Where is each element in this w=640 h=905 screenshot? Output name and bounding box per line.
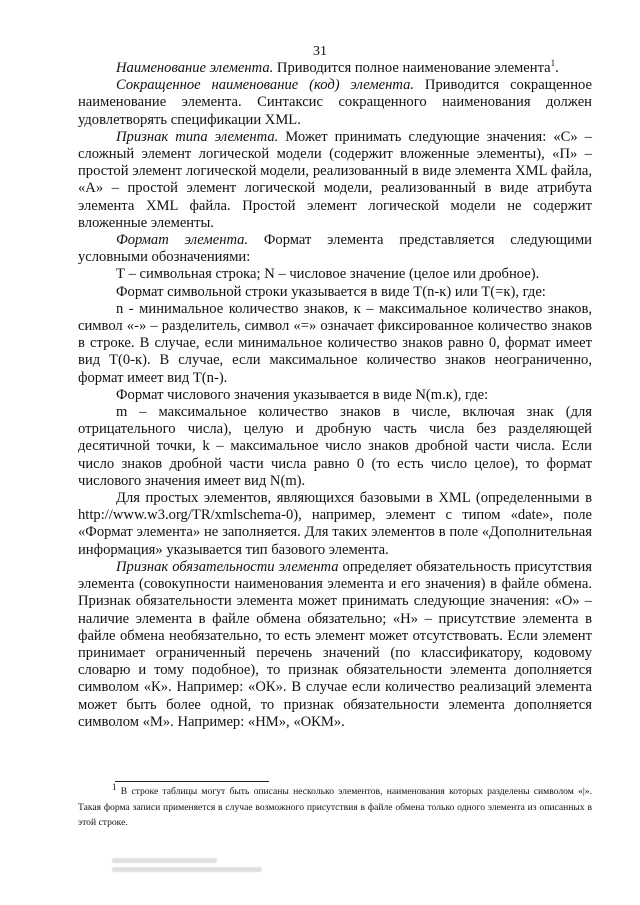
paragraph-text: определяет обязательность присутствия элемента (совокупности наименования элемента и его значения) в файле обмена. Признак обязательности элемента может принимать следующие значения: «О» – наличие элемента в файле обмена обязательно; «Н» – присутствие элемента в файле обмена необязательно, то есть элемент может отсутствовать. Если элемент принимает ограниченный перечень значений (по классификатору, кодовому словарю и тому подобное), то признак обязательности элемента дополняется символом «К». Например: «ОК». В случае если количество реализаций элемента может быть более одной, то признак обязательности элемента дополняется символом «М». Например: «НМ», «ОКМ». xyxy=(78,558,592,730)
paragraph-required-flag xyxy=(78,559,592,731)
footnote-reference: 1 xyxy=(550,58,556,69)
term-required-flag: Признак обязательности элемента xyxy=(116,558,339,575)
paragraph-format-symbols: Т – символьная строка; N – числовое значение (целое или дробное). xyxy=(116,266,540,283)
term-short-name: Сокращенное наименование (код) элемента. xyxy=(116,77,415,94)
paragraph-text: Приводится сокращенное наименование элемента. Синтаксис сокращенного наименования должен удовлетворять спецификации XML. xyxy=(78,77,592,128)
term-element-format: Формат элемента. xyxy=(116,232,249,249)
paragraph-string-format: Формат символьной строки указывается в виде Т(n-к) или Т(=к), где: xyxy=(116,283,546,300)
paragraph-number-format-details: m – максимальное количество знаков в числе, включая знак (для отрицательного числа), целую и дробную часть числа без разделяющей десятичной точки, k – максимальное число знаков дробной части числа. Если число знаков дробной части числа равно 0 (то есть число целое), то формат числового значения имеет вид N(m). xyxy=(78,404,592,489)
paragraph-tail: . xyxy=(555,60,559,76)
page-number: 31 xyxy=(313,44,327,59)
footnote-divider xyxy=(115,781,269,782)
paragraph-text: Приводится полное наименование элемента xyxy=(273,60,551,76)
paragraph-text: Может принимать следующие значения: «С» – сложный элемент логической модели (содержит вложенные элементы), «П» – простой элемент логической модели, реализованный в виде элемента XML файла, «А» – простой элемент логической модели, реализованный в виде атрибута элемента XML файла. Простой элемент логической модели не содержит вложенные элементы. xyxy=(78,128,592,231)
body-text xyxy=(78,60,592,731)
paragraph-text: Формат элемента представляется следующими условными обозначениями: xyxy=(78,232,592,266)
term-element-type: Признак типа элемента. xyxy=(116,128,279,145)
paragraph-number-format: Формат числового значения указывается в виде N(m.к), где: xyxy=(116,386,489,403)
paragraph-element-type xyxy=(78,129,592,232)
paragraph-xml-base-types: Для простых элементов, являющихся базовыми в XML (определенными в http://www.w3.org/TR/xmlschema-0), например, элемент с типом «date», поле «Формат элемента» не заполняется. Для таких элементов в поле «Дополнительная информация» указывается тип базового элемента. xyxy=(78,490,592,558)
footnote-text: В строке таблицы могут быть описаны несколько элементов, наименования которых разделены символом «|». Такая форма записи применяется в случае возможного присутствия в файле обмена только одного элемента из описанных в этой строке. xyxy=(78,786,592,829)
term-element-name: Наименование элемента. xyxy=(116,60,274,76)
footnote-marker: 1 xyxy=(112,781,117,792)
faded-stamp xyxy=(112,854,262,876)
paragraph-string-format-details: n - минимальное количество знаков, к – максимальное количество знаков, символ «-» – разделитель, символ «=» означает фиксированное количество знаков в строке. В случае, если минимальное количество знаков равно 0, формат имеет вид Т(0-к). В случае, если максимальное количество знаков неограниченно, формат имеет вид Т(n-). xyxy=(78,300,592,386)
paragraph-short-name xyxy=(78,77,592,129)
paragraph-element-name xyxy=(78,60,592,77)
footnote xyxy=(78,781,592,831)
paragraph-element-format xyxy=(78,232,592,266)
